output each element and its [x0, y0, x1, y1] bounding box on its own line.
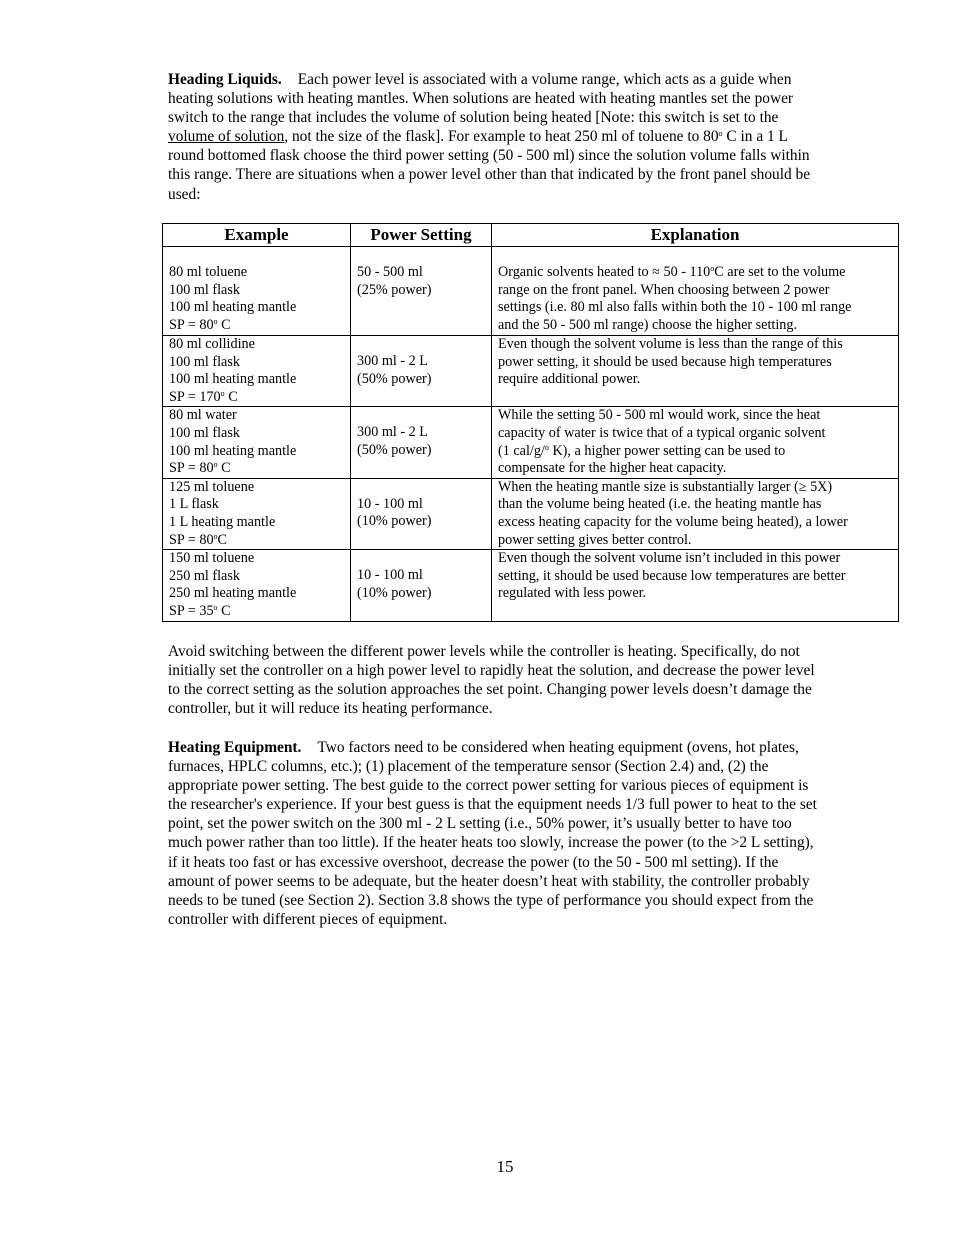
example-cell	[163, 407, 351, 478]
setpoint-text: SP = 170	[169, 388, 221, 405]
header-example: Example	[163, 224, 351, 247]
degree-mark: o	[718, 129, 723, 139]
power-range: 300 ml - 2 L	[357, 424, 428, 441]
equipment-line: point, set the power switch on the 300 ml - 2 L setting (i.e., 50% power, it’s usually better to have too	[168, 815, 792, 833]
avoid-switching-paragraph	[168, 642, 898, 718]
example-line: 250 ml heating mantle	[169, 585, 297, 602]
equipment-line: the researcher's experience. If your best guess is that the equipment needs 1/3 full power to heat to the set	[168, 796, 817, 814]
explanation-line: settings (i.e. 80 ml also falls within both the 10 - 100 ml range	[498, 299, 852, 316]
intro-line: this range. There are situations when a power level other than that indicated by the front panel should be	[168, 166, 811, 184]
unit-text: C	[217, 531, 228, 548]
page-number: 15	[496, 1157, 514, 1176]
intro-line: Each power level is associated with a volume range, which acts as a guide when	[297, 71, 792, 88]
power-percent: (10% power)	[357, 513, 432, 530]
intro-line: switch to the range that includes the volume of solution being heated [Note: this switch is set to the	[168, 109, 779, 127]
table-row	[163, 478, 899, 549]
volume-of-solution-underlined: volume of solution	[168, 128, 285, 146]
example-line: 250 ml flask	[169, 567, 240, 584]
equipment-line: much power rather than too little). If the heater heats too slowly, increase the power (to the >2 L setting),	[168, 834, 814, 852]
example-line: 100 ml flask	[169, 424, 240, 441]
explanation-line: Even though the solvent volume is less than the range of this	[498, 336, 843, 352]
explanation-line: compensate for the higher heat capacity.	[498, 460, 727, 477]
power-cell	[351, 478, 492, 549]
example-cell	[163, 247, 351, 336]
explanation-cell	[492, 247, 899, 336]
explanation-line: C are set to the volume	[714, 264, 846, 280]
unit-text: C	[224, 388, 238, 405]
explanation-cell	[492, 550, 899, 621]
degree-mark: o	[213, 460, 218, 470]
degree-mark: o	[213, 602, 218, 612]
example-cell	[163, 550, 351, 621]
degree-mark: o	[710, 264, 715, 273]
power-percent: (50% power)	[357, 370, 432, 387]
equipment-line: appropriate power setting. The best guide to the correct power setting for various pieces of equipment is	[168, 777, 809, 795]
intro-paragraph	[168, 70, 898, 204]
power-percent: (25% power)	[357, 281, 432, 298]
degree-mark: o	[213, 531, 218, 541]
example-line: 80 ml water	[169, 407, 237, 424]
degree-mark: o	[213, 316, 218, 326]
explanation-line: excess heating capacity for the volume being heated), a lower	[498, 513, 848, 530]
avoid-line: to the correct setting as the solution approaches the set point. Changing power levels doesn’t damage the	[168, 681, 812, 699]
power-range: 10 - 100 ml	[357, 567, 423, 584]
explanation-line: require additional power.	[498, 371, 641, 388]
intro-line: , not the size of the flask]. For example to heat 250 ml of toluene to 80	[284, 128, 719, 146]
power-cell	[351, 407, 492, 478]
power-percent: (10% power)	[357, 584, 432, 601]
explanation-line: setting, it should be used because low temperatures are better	[498, 567, 846, 584]
power-setting-table	[162, 223, 899, 622]
explanation-cell	[492, 478, 899, 549]
intro-heading: Heading Liquids.	[168, 71, 282, 88]
explanation-cell	[492, 407, 899, 478]
explanation-line: power setting gives better control.	[498, 531, 692, 548]
power-cell	[351, 247, 492, 336]
example-cell	[163, 478, 351, 549]
explanation-line: range on the front panel. When choosing between 2 power	[498, 281, 830, 298]
power-range: 50 - 500 ml	[357, 264, 423, 280]
power-cell	[351, 336, 492, 407]
table-header-row	[163, 224, 899, 247]
example-line: 100 ml flask	[169, 353, 240, 370]
example-line: 125 ml toluene	[169, 478, 255, 495]
unit-text: C	[217, 602, 231, 619]
table-row	[163, 247, 899, 336]
setpoint-text: SP = 80	[169, 316, 214, 333]
example-line: 100 ml flask	[169, 281, 240, 298]
example-line: 1 L heating mantle	[169, 513, 276, 530]
equipment-line: controller with different pieces of equipment.	[168, 910, 448, 928]
explanation-line: regulated with less power.	[498, 585, 647, 602]
equipment-line: amount of power seems to be adequate, but the heater doesn’t heat with stability, the controller probably	[168, 872, 810, 890]
avoid-line: initially set the controller on a high power level to rapidly heat the solution, and decrease the power level	[168, 662, 815, 680]
explanation-line: Even though the solvent volume isn’t included in this power	[498, 550, 841, 567]
example-line: 100 ml heating mantle	[169, 299, 297, 316]
explanation-line: K), a higher power setting can be used to	[548, 442, 786, 459]
explanation-line: power setting, it should be used because high temperatures	[498, 353, 832, 370]
setpoint-text: SP = 80	[169, 531, 214, 548]
header-power-setting: Power Setting	[351, 224, 492, 247]
power-percent: (50% power)	[357, 441, 432, 458]
table-row	[163, 407, 899, 478]
header-explanation: Explanation	[492, 224, 899, 247]
explanation-line: and the 50 - 500 ml range) choose the higher setting.	[498, 316, 798, 333]
unit-text: C	[217, 460, 231, 477]
avoid-line: controller, but it will reduce its heating performance.	[168, 700, 493, 718]
table-row	[163, 550, 899, 621]
explanation-cell	[492, 336, 899, 407]
table-row	[163, 336, 899, 407]
degree-mark: o	[544, 442, 549, 452]
example-line: 150 ml toluene	[169, 550, 255, 567]
explanation-line: While the setting 50 - 500 ml would work, since the heat	[498, 407, 821, 424]
explanation-line: (1 cal/g/	[498, 442, 545, 459]
unit-text: C	[217, 316, 231, 333]
setpoint-text: SP = 80	[169, 460, 214, 477]
explanation-line: than the volume being heated (i.e. the heating mantle has	[498, 496, 822, 513]
intro-line: C in a 1 L	[722, 128, 788, 146]
explanation-line: capacity of water is twice that of a typical organic solvent	[498, 424, 826, 441]
example-line: 80 ml toluene	[169, 264, 248, 280]
equipment-heading: Heating Equipment.	[168, 739, 302, 756]
intro-line: used:	[168, 185, 201, 203]
example-cell	[163, 336, 351, 407]
equipment-line: furnaces, HPLC columns, etc.); (1) placement of the temperature sensor (Section 2.4) and, (2) the	[168, 758, 769, 776]
intro-line: heating solutions with heating mantles. When solutions are heated with heating mantles set the power	[168, 90, 794, 108]
power-range: 10 - 100 ml	[357, 495, 423, 512]
heating-equipment-paragraph	[168, 738, 898, 929]
power-cell	[351, 550, 492, 621]
power-range: 300 ml - 2 L	[357, 353, 428, 369]
equipment-line: if it heats too fast or has excessive overshoot, decrease the power (to the 50 - 500 ml setting). If the	[168, 853, 779, 871]
explanation-line: When the heating mantle size is substantially larger (≥ 5X)	[498, 478, 833, 495]
equipment-line: needs to be tuned (see Section 2). Section 3.8 shows the type of performance you should expect from the	[168, 891, 814, 909]
explanation-line: Organic solvents heated to ≈ 50 - 110	[498, 264, 711, 280]
example-line: 1 L flask	[169, 496, 219, 513]
example-line: 80 ml collidine	[169, 336, 255, 352]
avoid-line: Avoid switching between the different power levels while the controller is heating. Specifically, do not	[168, 643, 800, 660]
equipment-line: Two factors need to be considered when heating equipment (ovens, hot plates,	[317, 739, 799, 756]
intro-line: round bottomed flask choose the third power setting (50 - 500 ml) since the solution volume falls within	[168, 147, 810, 165]
degree-mark: o	[220, 388, 225, 398]
example-line: 100 ml heating mantle	[169, 442, 297, 459]
setpoint-text: SP = 35	[169, 602, 214, 619]
example-line: 100 ml heating mantle	[169, 371, 297, 388]
